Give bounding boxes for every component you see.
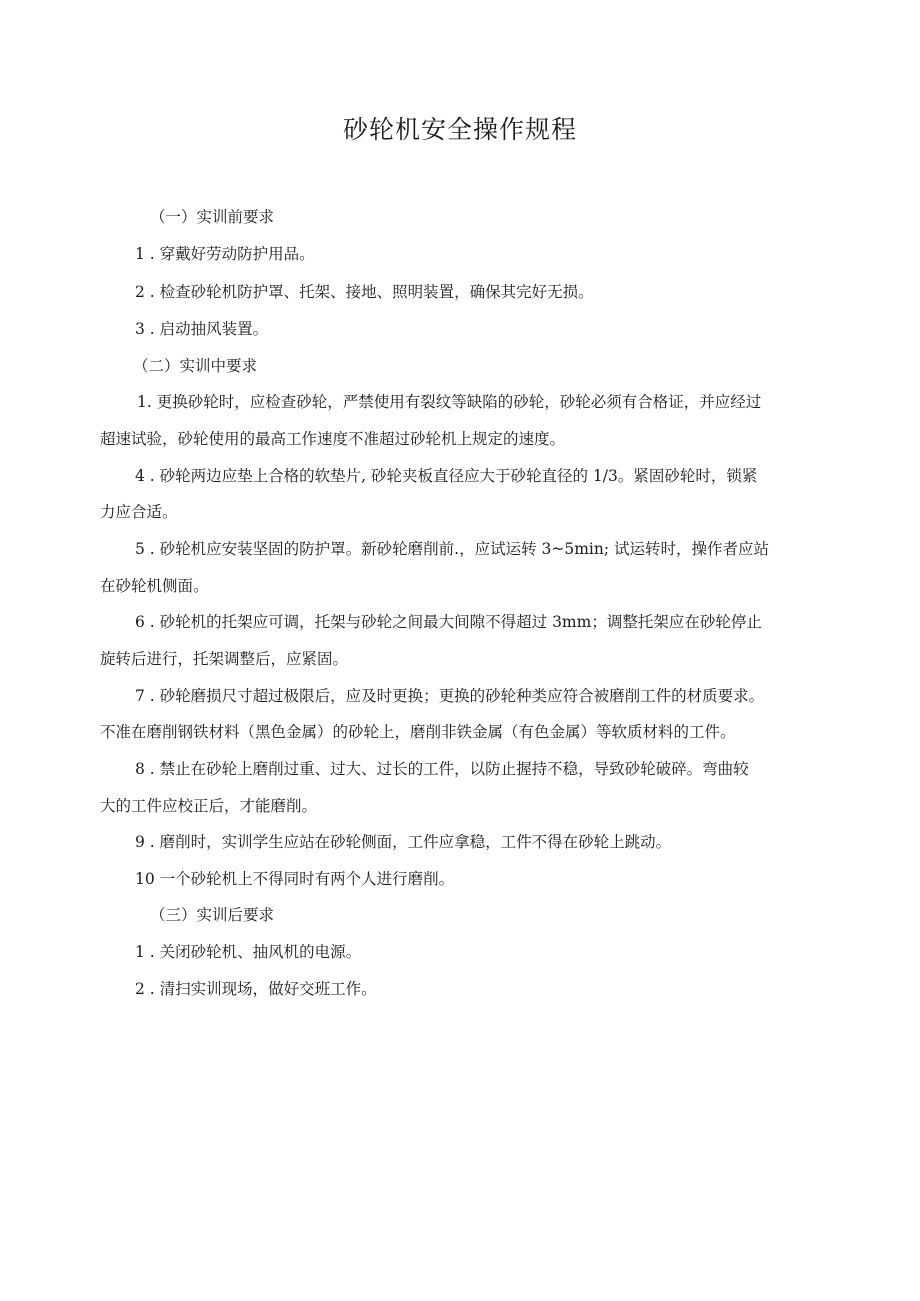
item-during-1-line-1: 1. 更换砂轮时，应检查砂轮，严禁使用有裂纹等缺陷的砂轮，砂轮必须有合格证，并应经过 [137, 393, 762, 411]
item-during-6-line-1: 6 . 砂轮机的托架应可调，托架与砂轮之间最大间隙不得超过 3mm；调整托架应在砂轮停止 [135, 613, 762, 631]
item-during-1-line-2: 超速试验，砂轮使用的最高工作速度不准超过砂轮机上规定的速度。 [100, 430, 566, 448]
item-after-1: 1 . 关闭砂轮机、抽风机的电源。 [135, 943, 362, 961]
item-during-8-line-1: 8 . 禁止在砂轮上磨削过重、过大、过长的工件，以防止握持不稳，导致砂轮破碎。弯曲较 [135, 760, 749, 778]
document-title: 砂轮机安全操作规程 [342, 115, 577, 144]
item-during-9: 9 . 磨削时，实训学生应站在砂轮侧面，工件应拿稳，工件不得在砂轮上跳动。 [135, 833, 672, 851]
item-during-10: 10 一个砂轮机上不得同时有两个人进行磨削。 [135, 870, 455, 888]
item-before-2: 2 . 检查砂轮机防护罩、托架、接地、照明装置，确保其完好无损。 [135, 283, 594, 301]
item-during-4-line-2: 力应合适。 [100, 503, 178, 521]
item-during-4-line-1: 4 . 砂轮两边应垫上合格的软垫片, 砂轮夹板直径应大于砂轮直径的 1/3。紧固砂轮时，锁紧 [135, 467, 758, 485]
item-before-3: 3 . 启动抽风装置。 [135, 320, 269, 338]
item-before-1: 1 . 穿戴好劳动防护用品。 [135, 245, 315, 263]
item-during-6-line-2: 旋转后进行，托架调整后，应紧固。 [100, 650, 349, 668]
section-heading-before: （一）实训前要求 [150, 208, 275, 226]
item-during-5-line-2: 在砂轮机侧面。 [100, 577, 209, 595]
section-heading-after: （三）实训后要求 [150, 906, 275, 924]
item-during-7-line-2: 不准在磨削钢铁材料（黑色金属）的砂轮上，磨削非铁金属（有色金属）等软质材料的工件。 [100, 723, 736, 741]
item-during-7-line-1: 7 . 砂轮磨损尺寸超过极限后，应及时更换；更换的砂轮种类应符合被磨削工件的材质要求。 [135, 687, 765, 705]
item-during-5-line-1: 5 . 砂轮机应安装坚固的防护罩。新砂轮磨削前.，应试运转 3~5min; 试运转时，操作者应站 [135, 540, 769, 558]
item-after-2: 2 . 清扫实训现场，做好交班工作。 [135, 980, 377, 998]
section-heading-during: （二）实训中要求 [133, 357, 258, 375]
item-during-8-line-2: 大的工件应校正后，才能磨削。 [100, 797, 318, 815]
